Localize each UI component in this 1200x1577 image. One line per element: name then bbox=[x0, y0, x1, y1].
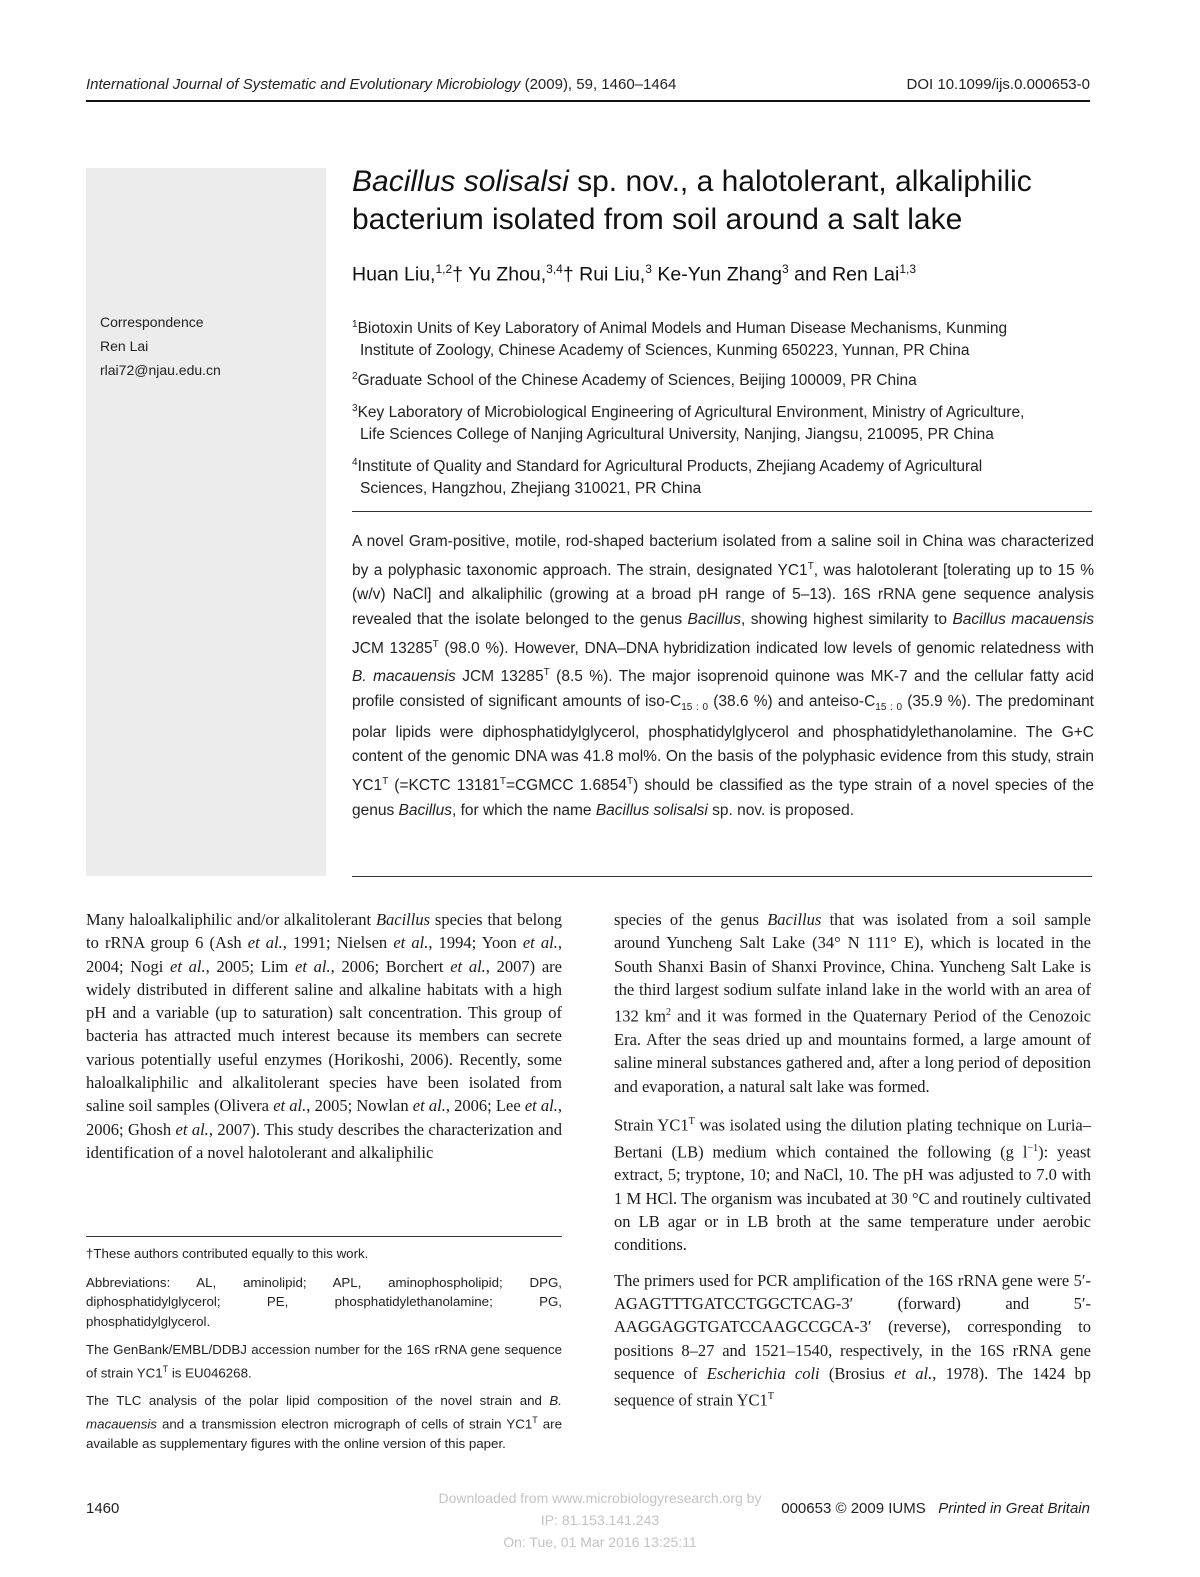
author-affil: 1,3 bbox=[899, 262, 916, 276]
paragraph: The primers used for PCR amplification of the 16S rRNA gene were 5′-AGAGTTTGATCCTGGCTCAG-3′ (forward) and 5′-AAGGAGGTGATCCAAGCCGCA-3′ (reverse), corresponding to positions 8–27 and 1521–1540, respectively, in the 16S rRNA gene sequence of Escherichia coli (Brosius et al., 1978). The 1424 bp sequence of strain $YC1^T$ bbox=[614, 1270, 1091, 1410]
body-column-left bbox=[86, 908, 562, 1176]
abstract-rule-bottom bbox=[352, 876, 1092, 877]
correspondence-panel bbox=[86, 168, 326, 876]
footer-copyright: 000653 © 2009 IUMS Printed in Great Britain bbox=[781, 1500, 1090, 1517]
author: Huan Liu, bbox=[352, 263, 436, 286]
header-rule bbox=[86, 100, 1090, 102]
footnote: Abbreviations: AL, aminolipid; APL, aminophospholipid; DPG, diphosphatidylglycerol; PE, phosphatidylethanolamine; PG, phosphatidylglycerol. bbox=[86, 1274, 562, 1329]
author: Yu Zhou, bbox=[468, 263, 547, 286]
correspondence-label: Correspondence bbox=[100, 314, 204, 330]
journal-name: International Journal of Systematic and Evolutionary Microbiology bbox=[86, 76, 521, 93]
author: Rui Liu, bbox=[579, 263, 646, 286]
body-column-right bbox=[614, 908, 1091, 1424]
paragraph: Strain $YC1^T$ was isolated using the dilution plating technique on Luria–Bertani (LB) medium which contained the following (g $l^{-1}$): yeast extract, 5; tryptone, 10; and NaCl, 10. The pH was adjusted to 7.0 with 1 M HCl. The organism was incubated at 30 °C and routinely cultivated on LB agar or in LB broth at the same temperature under aerobic conditions. bbox=[614, 1115, 1092, 1255]
author-affil: 3 bbox=[645, 262, 652, 276]
author-affil: 3,4 bbox=[546, 262, 563, 276]
author-affil: 3 bbox=[782, 262, 789, 276]
footnote: The TLC analysis of the polar lipid composition of the novel strain and B. macauensis and a transmission electron micrograph of cells of strain $YC1^T$ are available as supplementary figures with the online version of this paper. bbox=[86, 1393, 562, 1451]
abstract-rule-top bbox=[352, 511, 1092, 512]
author: Ke-Yun Zhang bbox=[657, 263, 783, 286]
correspondence-block bbox=[100, 310, 221, 382]
abstract: A novel Gram-positive, motile, rod-shaped bacterium isolated from a saline soil in China was characterized by a polyphasic taxonomic approach. The strain, designated $YC1^T$, was halotolerant [tolerating up to 15 % (w/v) NaCl] and alkaliphilic (growing at a broad pH range of 5–13). 16S rRNA gene sequence analysis revealed that the isolate belonged to the genus Bacillus, showing highest similarity to Bacillus macauensis JCM $13285^T$ (98.0 %). However, DNA–DNA hybridization indicated low levels of genomic relatedness with B. macauensis JCM $13285^T$ (8.5 %). The major isoprenoid quinone was MK-7 and the cellular fatty acid profile consisted of significant amounts of iso-$C_{15 : 0}$ (38.6 %) and anteiso-$C_{15 : 0}$ (35.9 %). The predominant polar lipids were diphosphatidylglycerol, phosphatidylglycerol and phosphatidylethanolamine. The G+C content of the genomic DNA was 41.8 mol%. On the basis of the polyphasic evidence from this study, strain $YC1^T$ (=KCTC $13181^T=CGMCC$ $1.6854^T$) should be classified as the type strain of a novel species of the genus Bacillus, for which the name Bacillus solisalsi sp. nov. is proposed. bbox=[352, 533, 1095, 819]
footnotes bbox=[86, 1244, 562, 1462]
affiliation: $^2$Graduate School of the Chinese Academy of Sciences, Beijing 100009, PR China bbox=[352, 371, 917, 390]
correspondence-email[interactable]: rlai72@njau.edu.cn bbox=[100, 362, 221, 378]
affiliation: $^3$Key Laboratory of Microbiological Engineering of Agricultural Environment, Ministry of Agriculture, Life Sciences College of Nanjing Agricultural University, Nanjing, Jiangsu, 210095, PR China bbox=[352, 403, 1025, 443]
title-species: Bacillus solisalsi bbox=[352, 165, 569, 198]
paragraph: Many haloalkaliphilic and/or alkalitolerant Bacillus species that belong to rRNA group 6 (Ash et al., 1991; Nielsen et al., 1994; Yoon et al., 2004; Nogi et al., 2005; Lim et al., 2006; Borchert et al., 2007) are widely distributed in different saline and alkaline habitats with a high pH and a variable (up to saturation) salt concentration. This group of bacteria has attracted much interest because its members can secrete various potentially useful enzymes (Horikoshi, 2006). Recently, some haloalkaliphilic and alkalitolerant species have been isolated from saline soil samples (Olivera et al., 2005; Nowlan et al., 2006; Lee et al., 2006; Ghosh et al., 2007). This study describes the characterization and identification of a novel halotolerant and alkaliphilic bbox=[86, 910, 563, 1162]
running-header-journal bbox=[86, 76, 676, 93]
author: Ren Lai bbox=[832, 263, 900, 286]
footnote-rule bbox=[86, 1236, 562, 1237]
page-number: 1460 bbox=[86, 1500, 120, 1517]
paragraph: species of the genus Bacillus that was isolated from a soil sample around Yuncheng Salt Lake (34° N 111° E), which is located in the South Shanxi Basin of Shanxi Province, China. Yuncheng Salt Lake is the third largest sodium sulfate inland lake in the world with an area of 132 $km^2$ and it was formed in the Quaternary Period of the Cenozoic Era. After the seas dried up and mountains formed, a large amount of saline mineral substances gathered and, after a long period of deposition and evaporation, a natural salt lake was formed. bbox=[614, 910, 1091, 1096]
affiliation: $^1$Biotoxin Units of Key Laboratory of Animal Models and Human Disease Mechanisms, Kunming Institute of Zoology, Chinese Academy of Sciences, Kunming 650223, Yunnan, PR China bbox=[352, 319, 1008, 359]
doi: DOI 10.1099/ijs.0.000653-0 bbox=[906, 76, 1090, 93]
title-rest: sp. nov., a halotolerant, alkaliphilic bbox=[568, 165, 1032, 198]
download-watermark: Downloaded from www.microbiologyresearch.org by IP: 81.153.141.243 On: Tue, 01 Mar 2016 13:25:11 bbox=[438, 1490, 762, 1550]
journal-volume-pages: (2009), 59, 1460–1464 bbox=[520, 76, 677, 93]
affiliation: $^4$Institute of Quality and Standard for Agricultural Products, Zhejiang Academy of Agricultural Sciences, Hangzhou, Zhejiang 310021, PR China bbox=[352, 457, 983, 497]
footnote: The GenBank/EMBL/DDBJ accession number for the 16S rRNA gene sequence of strain $YC1^T$ is EU046268. bbox=[86, 1342, 562, 1380]
footnote: †These authors contributed equally to this work. bbox=[86, 1246, 369, 1261]
author-list: Huan Liu,$^{1,2}$† Yu Zhou,$^{3,4}$† Rui Liu,$^3$ Ke-Yun Zhang$^3$ and Ren Lai$^{1,3}$ bbox=[352, 262, 916, 286]
article-title bbox=[352, 163, 1112, 239]
correspondence-name: Ren Lai bbox=[100, 338, 149, 354]
author-affil: 1,2 bbox=[435, 262, 453, 276]
title-line2: bacterium isolated from soil around a salt lake bbox=[352, 203, 963, 236]
